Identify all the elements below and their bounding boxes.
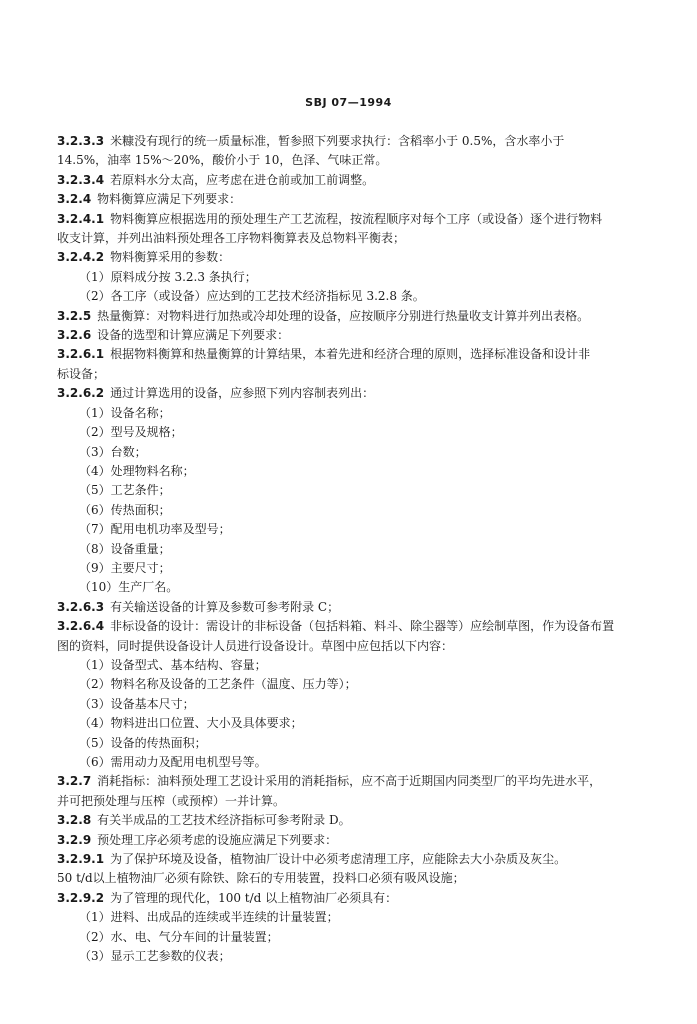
clause-number: 3.2.6.3 [57,599,105,614]
line-text: 物料衡算应根据选用的预处理生产工艺流程，按流程顺序对每个工序（或设备）逐个进行物料 [110,211,603,226]
list-item [57,462,637,481]
clause [57,831,637,850]
line-text: （5）工艺条件； [79,483,171,498]
line-text: 物料衡算采用的参数： [110,250,231,265]
line-text: 通过计算选用的设备，应参照下列内容制表列出： [110,386,375,401]
clause-number: 3.2.3.3 [57,134,105,148]
clause [57,248,637,267]
page-header: SBJ 07—1994 [305,96,392,109]
line-text: 消耗指标：油料预处理工艺设计采用的消耗指标，应不高于近期国内同类型厂的平均先进水平， [97,774,602,789]
clause-number: 3.2.9.2 [57,890,105,905]
list-item [57,714,637,733]
line-text: （2）物料名称及设备的工艺条件（温度、压力等）； [79,677,357,692]
line-text: 收支计算，并列出油料预处理各工序物料衡算表及总物料平衡表； [57,231,406,246]
line-text: 预处理工序必须考虑的设施应满足下列要求： [97,832,338,847]
list-item [57,928,637,947]
list-item [57,578,637,597]
list-item [57,423,637,442]
list-item [57,908,637,927]
paragraph-line [57,637,637,656]
clause [57,307,637,326]
list-item [57,520,637,539]
line-text: （1）设备名称； [79,405,171,420]
line-text: 图的资料，同时提供设备设计人员进行设备设计。草图中应包括以下内容： [57,638,454,653]
line-text: （6）传热面积； [79,502,171,517]
clause-number: 3.2.8 [57,813,92,828]
clause [57,811,637,830]
line-text: 并可把预处理与压榨（或预榨）一并计算。 [57,793,286,808]
list-item [57,675,637,694]
list-item [57,268,637,287]
line-text: （5）设备的传热面积； [79,735,207,750]
list-item [57,947,637,966]
clause-number: 3.2.9.1 [57,852,105,867]
list-item [57,734,637,753]
line-text: 若原料水分太高，应考虑在进仓前或加工前调整。 [110,172,375,187]
clause [57,190,637,209]
clause [57,617,637,636]
line-text: 热量衡算：对物料进行加热或冷却处理的设备，应按顺序分别进行热量收支计算并列出表格。 [97,308,590,323]
line-text: （2）各工序（或设备）应达到的工艺技术经济指标见 3.2.8 条。 [79,289,425,304]
list-item [57,501,637,520]
clause [57,132,637,151]
line-text: （3）设备基本尺寸； [79,696,195,711]
list-item [57,540,637,559]
clause-number: 3.2.5 [57,308,92,323]
line-text: （7）配用电机功率及型号； [79,522,231,537]
paragraph-line [57,869,637,888]
list-item [57,443,637,462]
clause-number: 3.2.4.2 [57,250,105,265]
list-item [57,656,637,675]
clause-number: 3.2.3.4 [57,172,105,187]
clause [57,384,637,403]
list-item [57,559,637,578]
line-text: 有关输送设备的计算及参数可参考附录 C； [110,599,340,614]
clause [57,210,637,229]
line-text: （3）台数； [79,444,147,459]
list-item [57,404,637,423]
clause-number: 3.2.9 [57,832,92,847]
list-item [57,695,637,714]
line-text: （2）水、电、气分车间的计量装置； [79,929,279,944]
line-text: 米糠没有现行的统一质量标准，暂参照下列要求执行：含稻率小于 0.5%，含水率小于 [110,134,565,148]
clause [57,772,637,791]
clause [57,598,637,617]
clause-number: 3.2.4.1 [57,211,105,226]
clause [57,345,637,364]
clause [57,171,637,190]
clause [57,889,637,908]
clause-number: 3.2.7 [57,774,92,789]
line-text: （9）主要尺寸； [79,560,171,575]
paragraph-line [57,365,637,384]
line-text: （2）型号及规格； [79,425,183,440]
paragraph-line [57,151,637,170]
list-item [57,753,637,772]
list-item [57,481,637,500]
line-text: （4）物料进出口位置、大小及具体要求； [79,716,303,731]
line-text: 设备的选型和计算应满足下列要求： [97,328,290,343]
clause [57,326,637,345]
clause-number: 3.2.6.1 [57,347,105,362]
paragraph-line [57,792,637,811]
line-text: 物料衡算应满足下列要求： [97,192,242,207]
line-text: 为了保护环境及设备，植物油厂设计中必须考虑清理工序，应能除去大小杂质及灰尘。 [110,852,567,867]
line-text: 有关半成品的工艺技术经济指标可参考附录 D。 [97,813,351,828]
line-text: （4）处理物料名称； [79,463,195,478]
line-text: （3）显示工艺参数的仪表； [79,949,231,964]
line-text: （8）设备重量； [79,541,171,556]
clause [57,850,637,869]
line-text: （6）需用动力及配用电机型号等。 [79,755,267,769]
document-body [57,132,637,966]
line-text: （1）进料、出成品的连续或半连续的计量装置； [79,910,339,925]
line-text: 标设备； [57,366,106,381]
paragraph-line [57,229,637,248]
clause-number: 3.2.6.4 [57,619,105,634]
line-text: 根据物料衡算和热量衡算的计算结果，本着先进和经济合理的原则，选择标准设备和设计非 [110,347,591,362]
line-text: 14.5%，油率 15%～20%，酸价小于 10，色泽、气味正常。 [57,153,388,168]
clause-number: 3.2.6 [57,328,92,343]
clause-number: 3.2.6.2 [57,386,105,401]
list-item [57,287,637,306]
line-text: （10）生产厂名。 [79,580,179,595]
line-text: 50 t/d以上植物油厂必须有除铁、除石的专用装置，投料口必须有吸风设施； [57,871,465,886]
line-text: 非标设备的设计：需设计的非标设备（包括料箱、料斗、除尘器等）应绘制草图，作为设备布置 [110,619,615,634]
clause-number: 3.2.4 [57,192,92,207]
line-text: （1）原料成分按 3.2.3 条执行； [79,269,257,284]
line-text: 为了管理的现代化，100 t/d 以上植物油厂必须具有： [110,890,398,905]
line-text: （1）设备型式、基本结构、容量； [79,657,267,672]
